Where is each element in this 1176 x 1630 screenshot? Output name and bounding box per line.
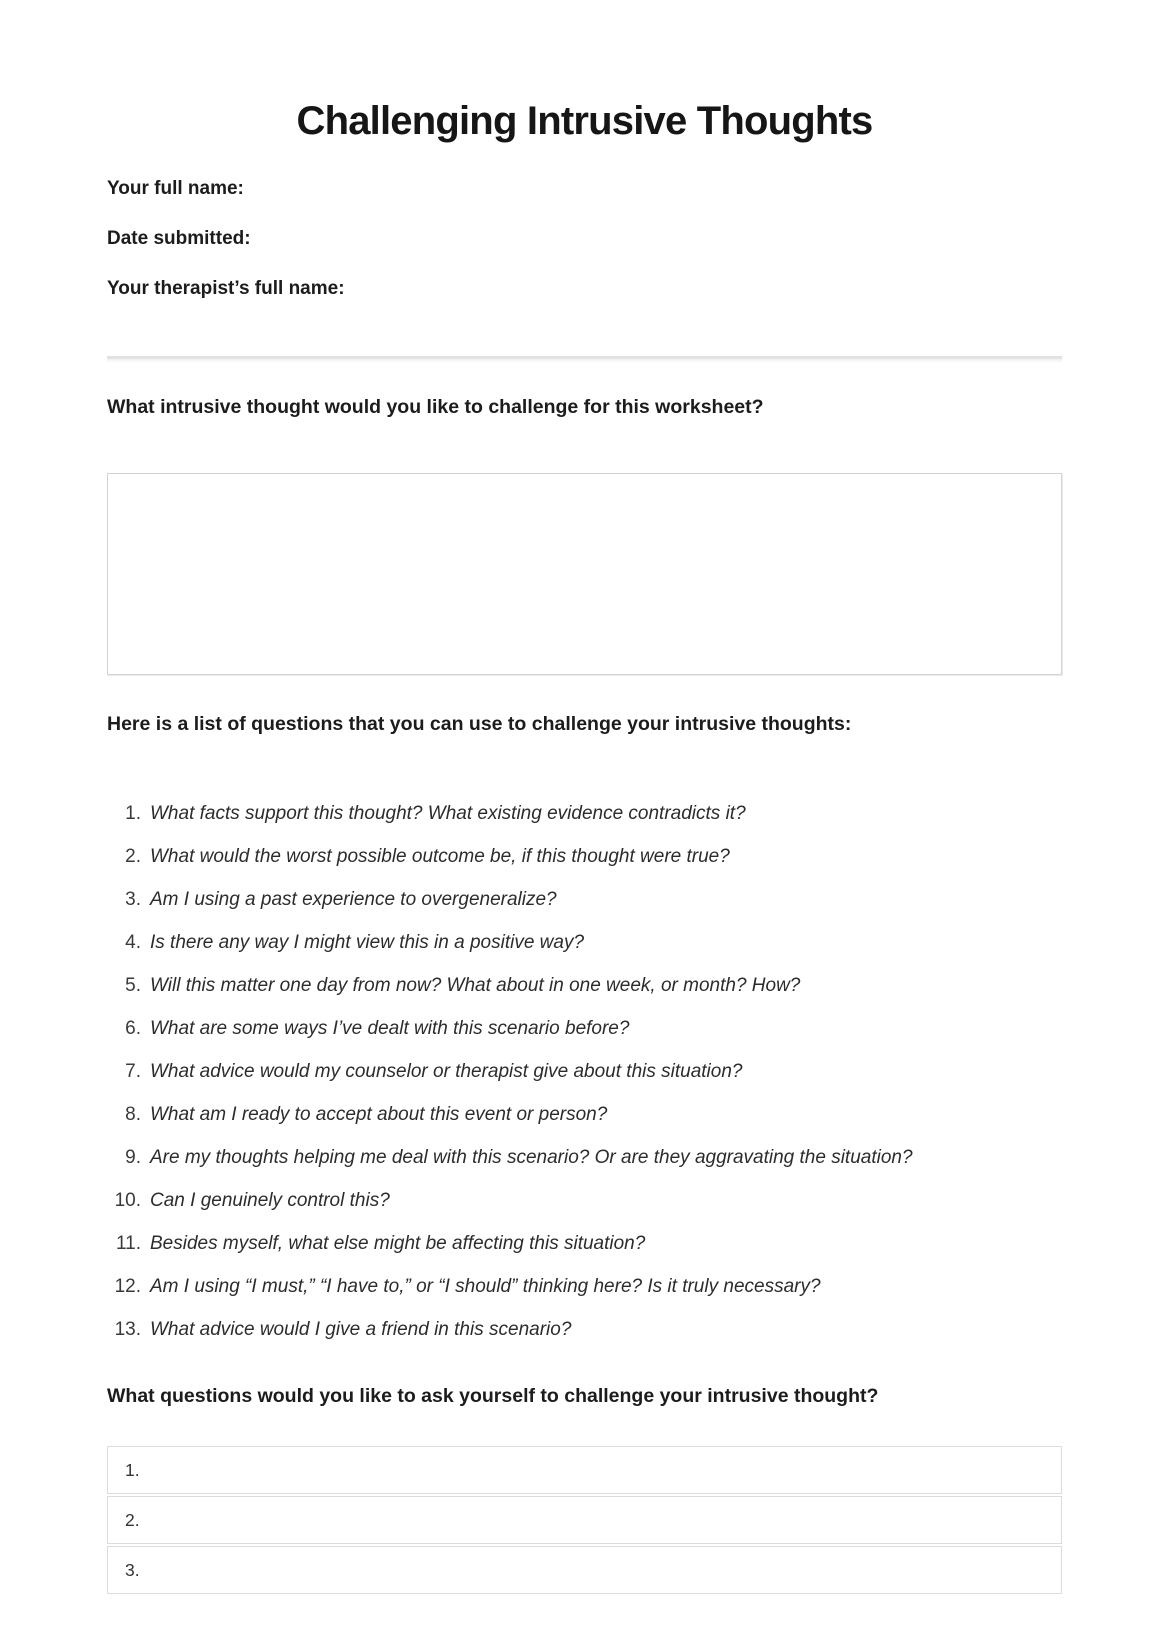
question-item bbox=[107, 792, 1062, 835]
question-number: 12. bbox=[114, 1276, 141, 1297]
question-text: What advice would my counselor or therapist give about this situation? bbox=[150, 1061, 743, 1082]
row-number: 2. bbox=[125, 1509, 140, 1530]
question-item bbox=[107, 1136, 1062, 1179]
question-text: Can I genuinely control this? bbox=[150, 1190, 390, 1211]
question-item bbox=[107, 1179, 1062, 1222]
intrusive-thought-input[interactable] bbox=[107, 473, 1062, 675]
question-text: Is there any way I might view this in a positive way? bbox=[150, 932, 585, 953]
row-number: 3. bbox=[125, 1559, 140, 1580]
question-number: 1. bbox=[125, 803, 141, 824]
question-number: 7. bbox=[125, 1061, 141, 1082]
section-divider bbox=[107, 356, 1062, 362]
question-text: What am I ready to accept about this event or person? bbox=[150, 1104, 608, 1125]
question-text: What are some ways I’ve dealt with this scenario before? bbox=[150, 1018, 630, 1039]
question-number: 11. bbox=[115, 1233, 141, 1254]
page-title: Challenging Intrusive Thoughts bbox=[296, 99, 873, 143]
questions-list-intro: Here is a list of questions that you can use to challenge your intrusive thoughts: bbox=[107, 713, 852, 735]
question-number: 2. bbox=[125, 846, 141, 867]
question-text: What facts support this thought? What existing evidence contradicts it? bbox=[150, 803, 746, 824]
question-text: Am I using “I must,” “I have to,” or “I should” thinking here? Is it truly necessary? bbox=[150, 1276, 821, 1297]
question-item bbox=[107, 1007, 1062, 1050]
question-text: Besides myself, what else might be affecting this situation? bbox=[150, 1233, 646, 1254]
question-number: 5. bbox=[125, 975, 141, 996]
intrusive-thought-question: What intrusive thought would you like to challenge for this worksheet? bbox=[107, 396, 764, 418]
question-text: Will this matter one day from now? What about in one week, or month? How? bbox=[150, 975, 801, 996]
question-number: 8. bbox=[125, 1104, 141, 1125]
question-number: 10. bbox=[114, 1190, 141, 1211]
question-item bbox=[107, 921, 1062, 964]
question-number: 3. bbox=[125, 889, 141, 910]
question-item bbox=[107, 878, 1062, 921]
question-number: 9. bbox=[125, 1147, 141, 1168]
question-item bbox=[107, 1093, 1062, 1136]
self-questions-table bbox=[107, 1446, 1062, 1594]
answer-row-2[interactable] bbox=[107, 1496, 1062, 1544]
question-item bbox=[107, 1265, 1062, 1308]
answer-row-3[interactable] bbox=[107, 1546, 1062, 1594]
field-label-therapist-name: Your therapist’s full name: bbox=[107, 278, 345, 299]
row-number: 1. bbox=[125, 1459, 140, 1480]
question-item bbox=[107, 964, 1062, 1007]
question-number: 6. bbox=[125, 1018, 141, 1039]
question-item bbox=[107, 1222, 1062, 1265]
question-text: What would the worst possible outcome be, if this thought were true? bbox=[150, 846, 730, 867]
question-text: Am I using a past experience to overgeneralize? bbox=[150, 889, 557, 910]
question-number: 13. bbox=[114, 1319, 141, 1340]
question-item bbox=[107, 1050, 1062, 1093]
field-label-date-submitted: Date submitted: bbox=[107, 228, 251, 249]
question-text: Are my thoughts helping me deal with this scenario? Or are they aggravating the situation? bbox=[150, 1147, 913, 1168]
questions-list bbox=[107, 792, 1062, 1351]
self-questions-heading: What questions would you like to ask yourself to challenge your intrusive thought? bbox=[107, 1385, 879, 1407]
field-label-full-name: Your full name: bbox=[107, 178, 244, 199]
question-item bbox=[107, 1308, 1062, 1351]
question-text: What advice would I give a friend in this scenario? bbox=[150, 1319, 572, 1340]
question-item bbox=[107, 835, 1062, 878]
question-number: 4. bbox=[125, 932, 141, 953]
answer-row-1[interactable] bbox=[107, 1446, 1062, 1494]
